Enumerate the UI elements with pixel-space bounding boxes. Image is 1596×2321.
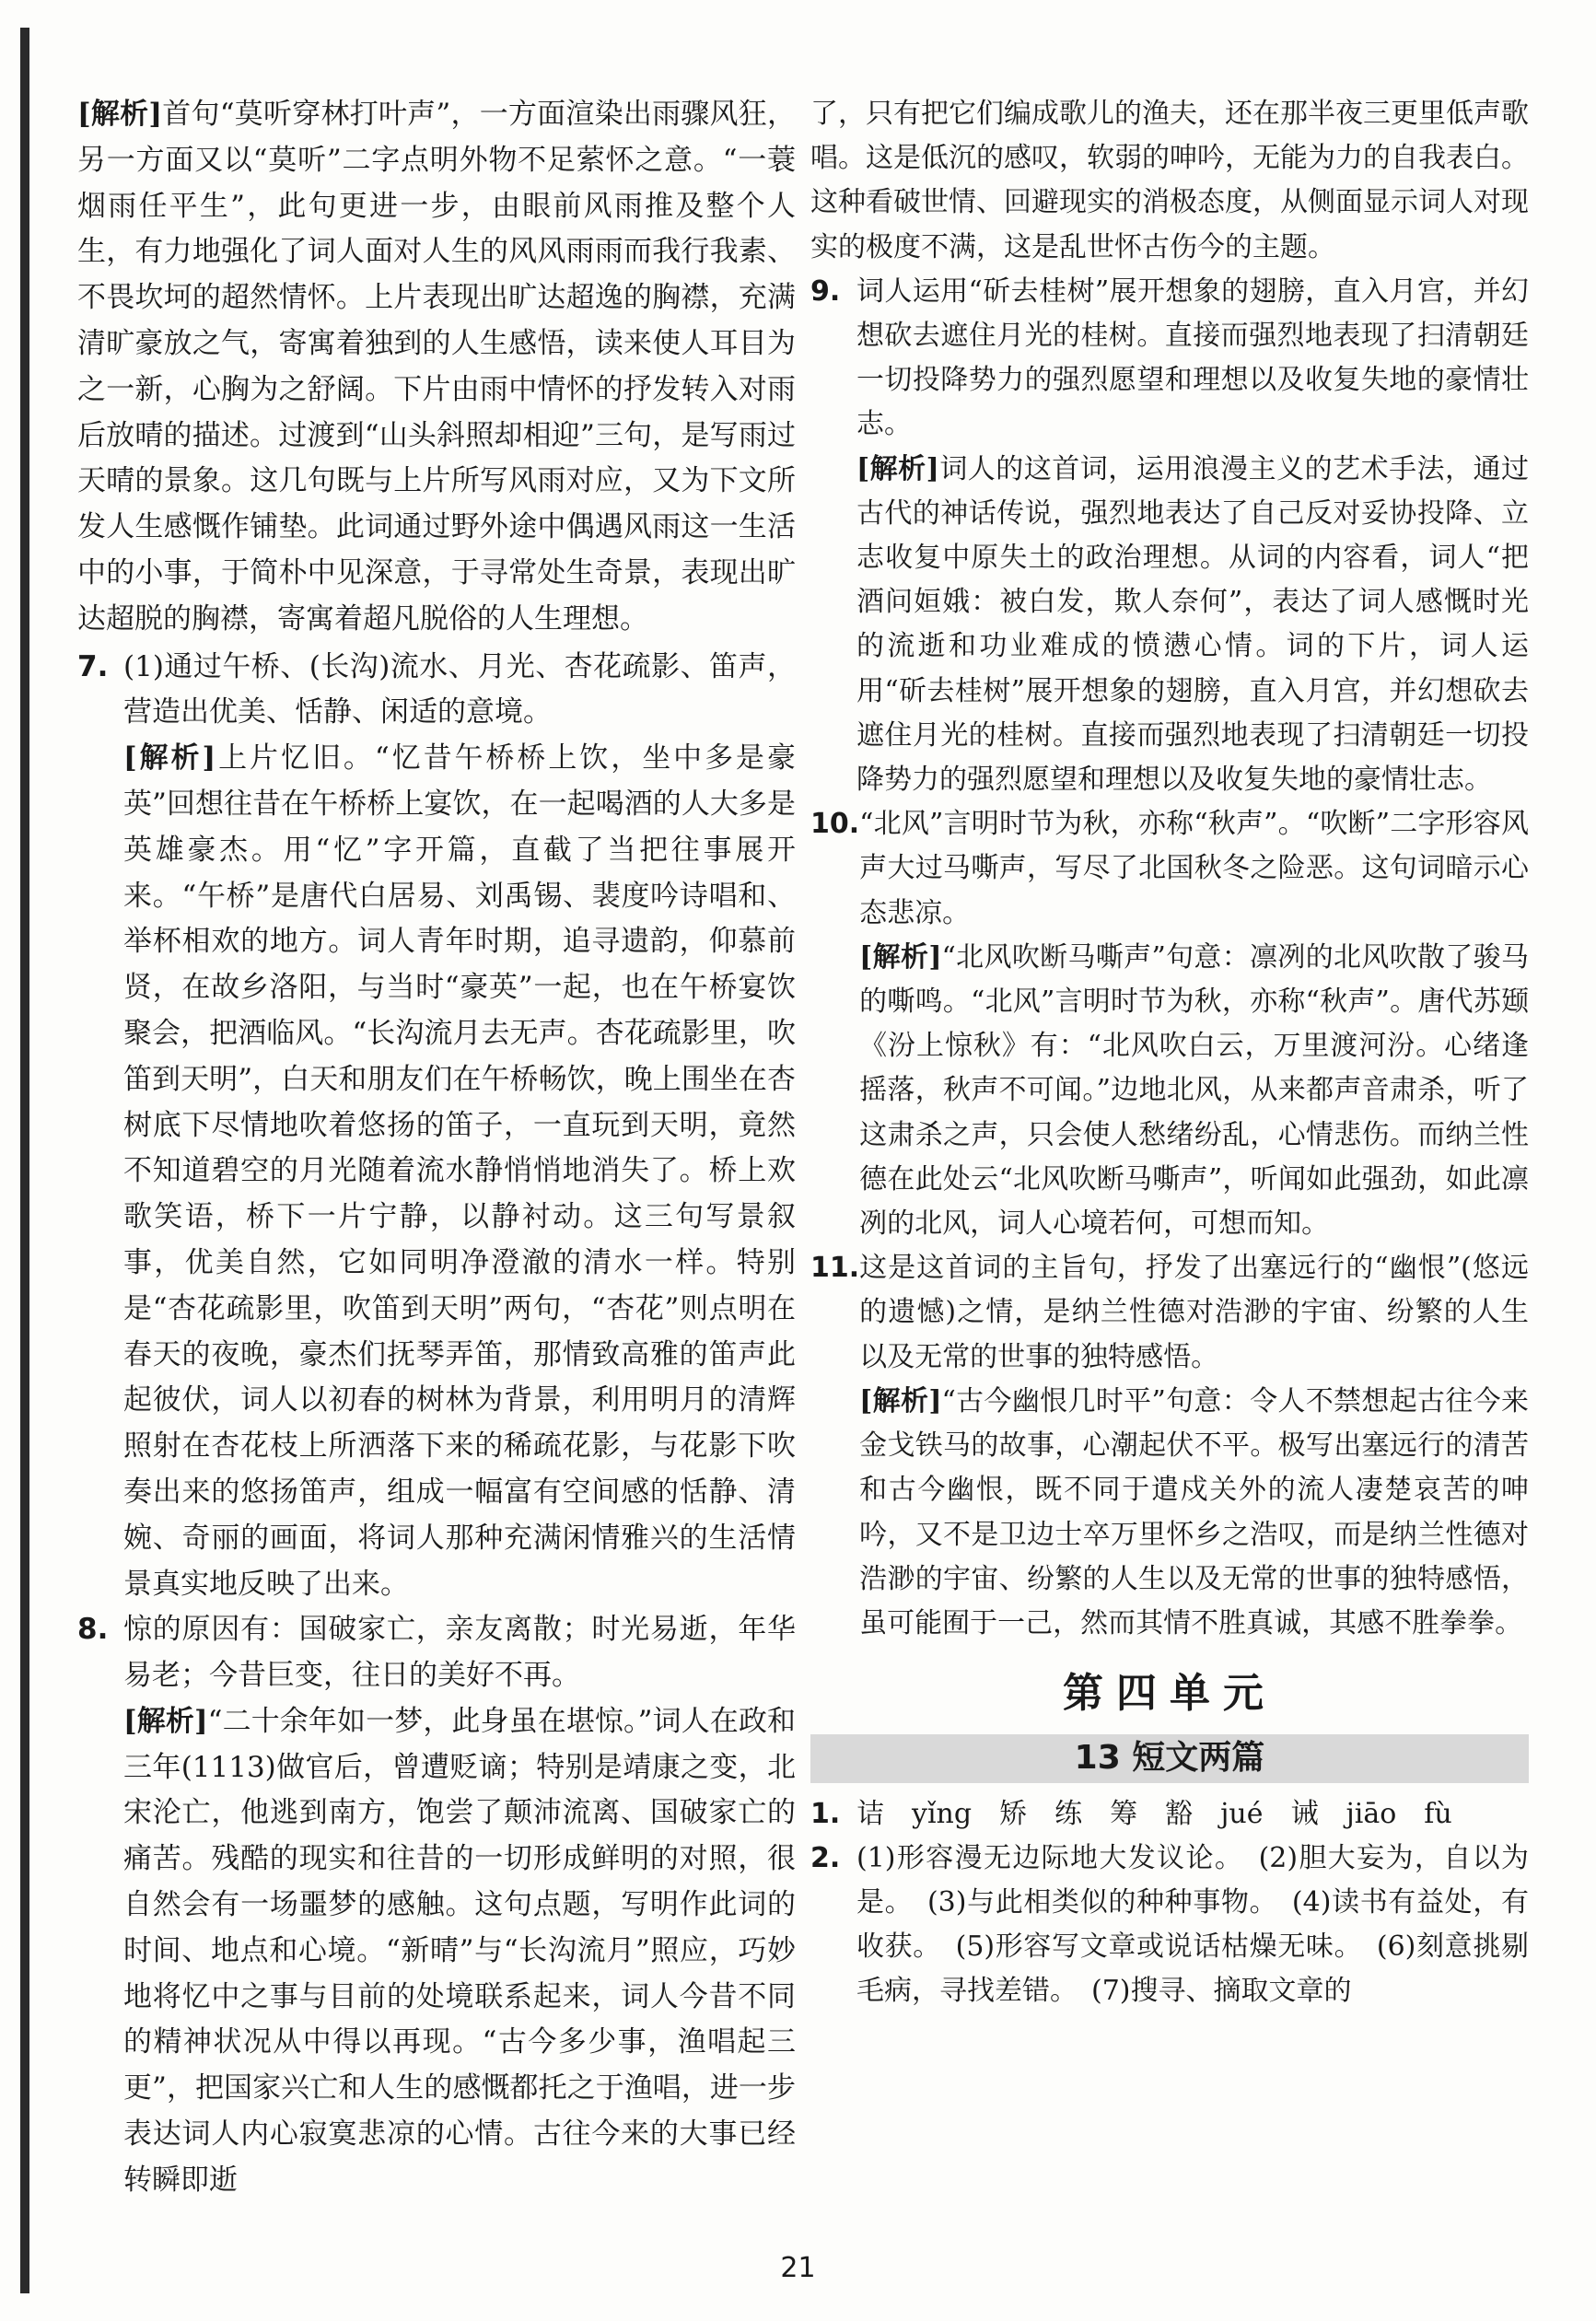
analysis-tag: [解析]	[123, 741, 216, 776]
analysis-text: “古今幽恨几时平”句意：令人不禁想起古往今来金戈铁马的故事，心潮起伏不平。极写出塞远行的清苦和古今幽恨，既不同于遣戍关外的流人凄楚哀苦的呻吟，又不是卫边士卒万里怀乡之浩叹，而是纳兰性德对浩渺的宇宙、纷繁的人生以及无常的世事的独特感悟，虽可能囿于一己，然而其情不胜真诚，其感不胜拳拳。	[859, 1384, 1529, 1639]
left-column	[77, 92, 796, 2204]
analysis-text: “北风吹断马嘶声”句意：凛冽的北风吹散了骏马的嘶鸣。“北风”言明时节为秋，亦称“秋声”。唐代苏颋《汾上惊秋》有：“北风吹白云，万里渡河汾。心绪逢摇落，秋声不可闻。”边地北风，从来都声音肃杀，听了这肃杀之声，只会使人愁绪纷乱，心情悲伤。而纳兰性德在此处云“北风吹断马嘶声”，听闻如此强劲，如此凛冽的北风，词人心境若何，可想而知。	[859, 940, 1529, 1241]
analysis-tag: [解析]	[859, 940, 942, 974]
item-number: 10.	[810, 808, 860, 841]
answer-item-8	[77, 1607, 796, 2203]
item-number: 7.	[77, 649, 109, 683]
answer-item-9	[810, 270, 1529, 802]
item-number: 8.	[77, 1613, 109, 1647]
answer-item-2	[810, 1837, 1529, 2014]
answer-item-7	[77, 645, 796, 1608]
analysis-block-6	[77, 92, 796, 643]
unit-title: 第四单元	[1063, 1670, 1276, 1718]
answer-text: (1)通过午桥、(长沟)流水、月光、杏花疏影、笛声，营造出优美、恬静、闲适的意境。	[123, 649, 796, 729]
answer-item-1	[810, 1792, 1529, 1837]
answer-text: “北风”言明时节为秋，亦称“秋声”。“吹断”二字形容风声大过马嘶声，写尽了北国秋冬之险恶。这句词暗示心态悲凉。	[859, 808, 1529, 929]
answer-text: 这是这首词的主旨句，抒发了出塞远行的“幽恨”(悠远的遗憾)之情，是纳兰性德对浩渺的宇宙、纷繁的人生以及无常的世事的独特感悟。	[859, 1252, 1529, 1373]
answer-item-11	[810, 1246, 1529, 1646]
analysis-text: 首句“莫听穿林打叶声”，一方面渲染出雨骤风狂，另一方面又以“莫听”二字点明外物不足萦怀之意。“一蓑烟雨任平生”，此句更进一步，由眼前风雨推及整个人生，有力地强化了词人面对人生的风风雨雨而我行我素、不畏坎坷的超然情怀。上片表现出旷达超逸的胸襟，充满清旷豪放之气，寄寓着独到的人生感悟，读来使人耳目为之一新，心胸为之舒阔。下片由雨中情怀的抒发转入对雨后放晴的描述。过渡到“山头斜照却相迎”三句，是写雨过天晴的景象。这几句既与上片所写风雨对应，又为下文所发人生感慨作铺垫。此词通过野外途中偶遇风雨这一生活中的小事，于简朴中见深意，于寻常处生奇景，表现出旷达超脱的胸襟，寄寓着超凡脱俗的人生理想。	[77, 98, 796, 636]
continuation-text: 了，只有把它们编成歌儿的渔夫，还在那半夜三更里低声歌唱。这是低沉的感叹，软弱的呻吟，无能为力的自我表白。这种看破世情、回避现实的消极态度，从侧面显示词人对现实的极度不满，这是乱世怀古伤今的主题。	[810, 98, 1529, 263]
item-number: 11.	[810, 1252, 860, 1285]
analysis-tag: [解析]	[856, 452, 939, 485]
analysis-tag: [解析]	[859, 1384, 942, 1417]
answer-text: 词人运用“斫去桂树”展开想象的翅膀，直入月宫，并幻想砍去遮住月光的桂树。直接而强烈地表现了扫清朝廷一切投降势力的强烈愿望和理想以及收复失地的豪情壮志。	[856, 274, 1529, 441]
analysis-tag: [解析]	[123, 1704, 208, 1738]
answer-text: 诘 yǐng 矫 练 筹 豁 jué 诫 jiāo fù	[856, 1797, 1452, 1830]
item-number: 2.	[810, 1841, 841, 1874]
answer-item-10	[810, 802, 1529, 1246]
item-number: 1.	[810, 1797, 841, 1830]
page-spine	[20, 28, 29, 2293]
page-number: 21	[780, 2252, 816, 2284]
analysis-text: 上片忆旧。“忆昔午桥桥上饮，坐中多是豪英”回想往昔在午桥桥上宴饮，在一起喝酒的人大多是英雄豪杰。用“忆”字开篇，直截了当把往事展开来。“午桥”是唐代白居易、刘禹锡、裴度吟诗唱和、举杯相欢的地方。词人青年时期，追寻遗韵，仰慕前贤，在故乡洛阳，与当时“豪英”一起，也在午桥宴饮聚会，把酒临风。“长沟流月去无声。杏花疏影里，吹笛到天明”，白天和朋友们在午桥畅饮，晚上围坐在杏树底下尽情地吹着悠扬的笛子，一直玩到天明，竟然不知道碧空的月光随着流水静悄悄地消失了。桥上欢歌笑语，桥下一片宁静，以静衬动。这三句写景叙事，优美自然，它如同明净澄澈的清水一样。特别是“杏花疏影里，吹笛到天明”两句，“杏花”则点明在春天的夜晚，豪杰们抚琴弄笛，那情致高雅的笛声此起彼伏，词人以初春的树林为背景，利用明月的清辉照射在杏花枝上所洒落下来的稀疏花影，与花影下吹奏出来的悠扬笛声，组成一幅富有空间感的恬静、清婉、奇丽的画面，将词人那种充满闲情雅兴的生活情景真实地反映了出来。	[123, 741, 796, 1601]
analysis-text: 词人的这首词，运用浪漫主义的艺术手法，通过古代的神话传说，强烈地表达了自己反对妥协投降、立志收复中原失土的政治理想。从词的内容看，词人“把酒问姮娥：被白发，欺人奈何”，表达了词人感慨时光的流逝和功业难成的愤懑心情。词的下片，词人运用“斫去桂树”展开想象的翅膀，直入月宫，并幻想砍去遮住月光的桂树。直接而强烈地表现了扫清朝廷一切投降势力的强烈愿望和理想以及收复失地的豪情壮志。	[856, 452, 1530, 797]
answer-text: (1)形容漫无边际地大发议论。 (2)胆大妄为，自以为是。 (3)与此相类似的种种事物。 (4)读书有益处，有收获。 (5)形容写文章或说话枯燥无味。 (6)刻意挑剔毛病，寻找差错。 (7)搜寻、摘取文章的	[856, 1841, 1529, 2008]
analysis-tag: [解析]	[77, 98, 163, 131]
right-column	[810, 92, 1529, 2014]
item-number: 9.	[810, 274, 841, 308]
answer-text: 惊的原因有：国破家亡，亲友离散；时光易逝，年华易老；今昔巨变，往日的美好不再。	[123, 1613, 796, 1693]
lesson-title: 13 短文两篇	[810, 1734, 1529, 1782]
analysis-text: “二十余年如一梦，此身虽在堪惊。”词人在政和三年(1113)做官后，曾遭贬谪；特别是靖康之变，北宋沦亡，他逃到南方，饱尝了颠沛流离、国破家亡的痛苦。残酷的现实和往昔的一切形成鲜明的对照，很自然会有一场噩梦的感触。这句点题，写明作此词的时间、地点和心境。“新晴”与“长沟流月”照应，巧妙地将忆中之事与目前的处境联系起来，词人今昔不同的精神状况从中得以再现。“古今多少事，渔唱起三更”，把国家兴亡和人生的感慨都托之于渔唱，进一步表达词人内心寂寞悲凉的心情。古往今来的大事已经转瞬即逝	[123, 1704, 796, 2197]
